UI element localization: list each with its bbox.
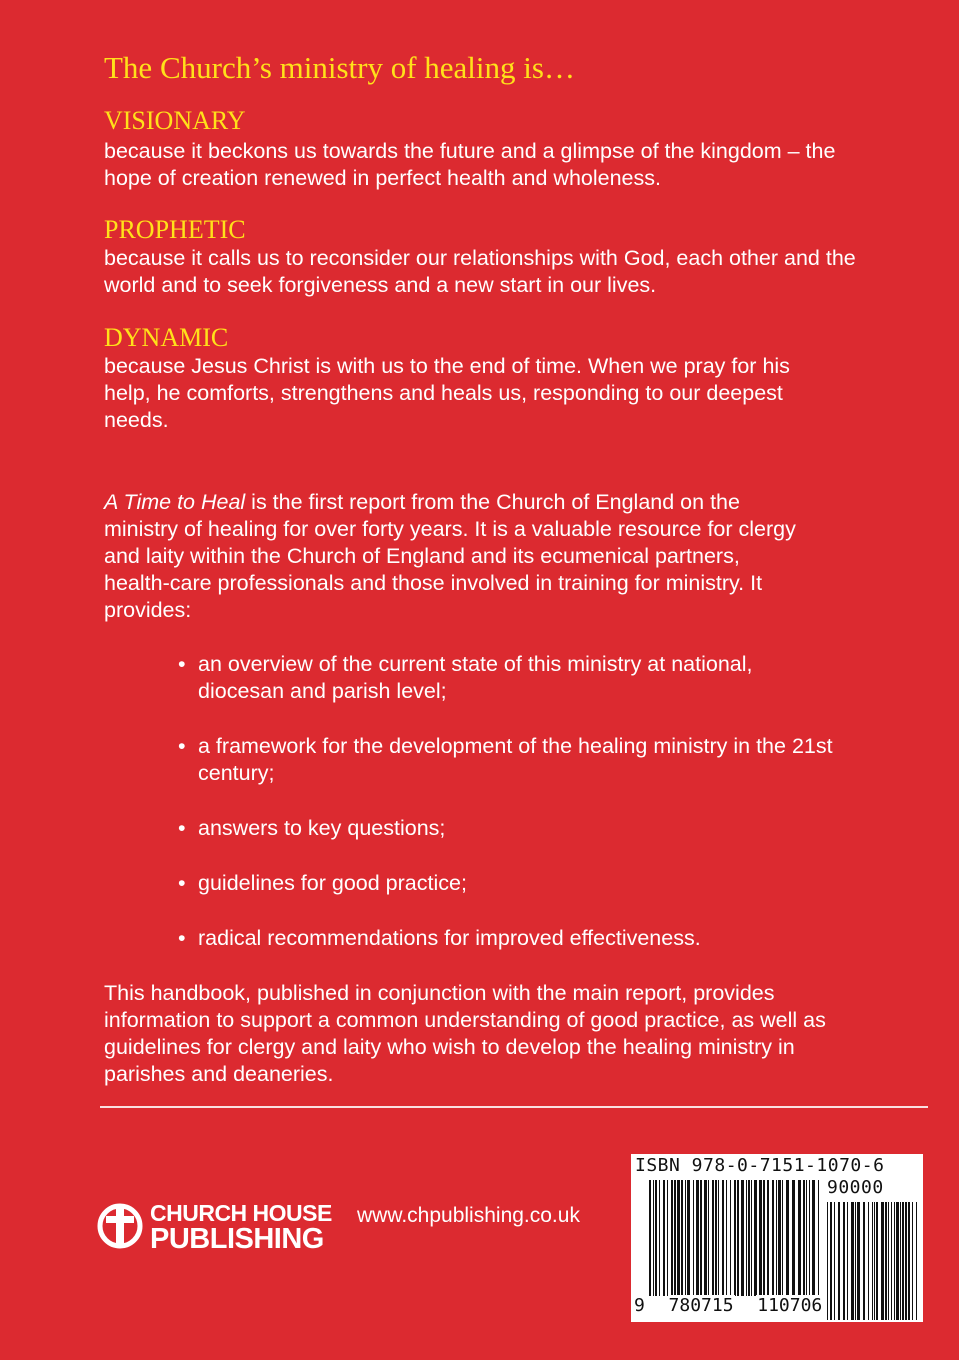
provides-list [178, 651, 838, 980]
divider [100, 1106, 928, 1108]
page-heading: The Church’s ministry of healing is… [104, 50, 575, 85]
isbn-text: ISBN 978-0-7151-1070-6 [635, 1155, 885, 1176]
section-text-visionary: because it beckons us towards the future and a glimpse of the kingdom – the hope of creation renewed in perfect health and wholeness. [104, 139, 836, 190]
bullet-icon: • [178, 652, 186, 676]
section-title-dynamic: DYNAMIC [104, 323, 229, 352]
list-item: • radical recommendations for improved effectiveness. [178, 926, 701, 950]
intro-paragraph [104, 489, 804, 624]
book-title: A Time to Heal [104, 490, 246, 514]
publisher-url[interactable]: www.chpublishing.co.uk [357, 1204, 580, 1227]
publisher-name-line1: CHURCH HOUSE [150, 1200, 332, 1226]
publisher-name-line2: PUBLISHING [150, 1223, 324, 1255]
list-item: • an overview of the current state of this ministry at national, diocesan and parish level; [178, 652, 753, 703]
barcode-addon-number: 90000 [827, 1177, 884, 1198]
section-title-visionary: VISIONARY [104, 106, 246, 135]
list-item: • answers to key questions; [178, 816, 446, 840]
list-item: • a framework for the development of the healing ministry in the 21st century; [178, 734, 833, 785]
list-item: • guidelines for good practice; [178, 871, 467, 895]
bullet-icon: • [178, 816, 186, 840]
section-text-dynamic: because Jesus Christ is with us to the end of time. When we pray for his help, he comforts, strengthens and heals us, responding to our deepest needs. [104, 354, 790, 432]
barcode [631, 1154, 923, 1322]
bullet-icon: • [178, 926, 186, 950]
intro-text: is the first report from the Church of England on the ministry of healing for over forty years. It is a valuable resource for clergy and laity within the Church of England and its ecumenical partners, health-care professionals and those involved in training for ministry. It provides: [104, 490, 796, 622]
closing-paragraph: This handbook, published in conjunction with the main report, provides information to support a common understanding of good practice, as well as guidelines for clergy and laity who wish to develop the healing ministry in parishes and deaneries. [104, 981, 826, 1086]
bullet-icon: • [178, 871, 186, 895]
ean-number: 9 780715 110706 [634, 1295, 823, 1316]
publisher-logo [96, 1200, 356, 1260]
section-text-prophetic: because it calls us to reconsider our relationships with God, each other and the world and to seek forgiveness and a new start in our lives. [104, 246, 856, 297]
bullet-icon: • [178, 734, 186, 758]
section-title-prophetic: PROPHETIC [104, 215, 246, 244]
church-cross-icon [96, 1202, 144, 1250]
